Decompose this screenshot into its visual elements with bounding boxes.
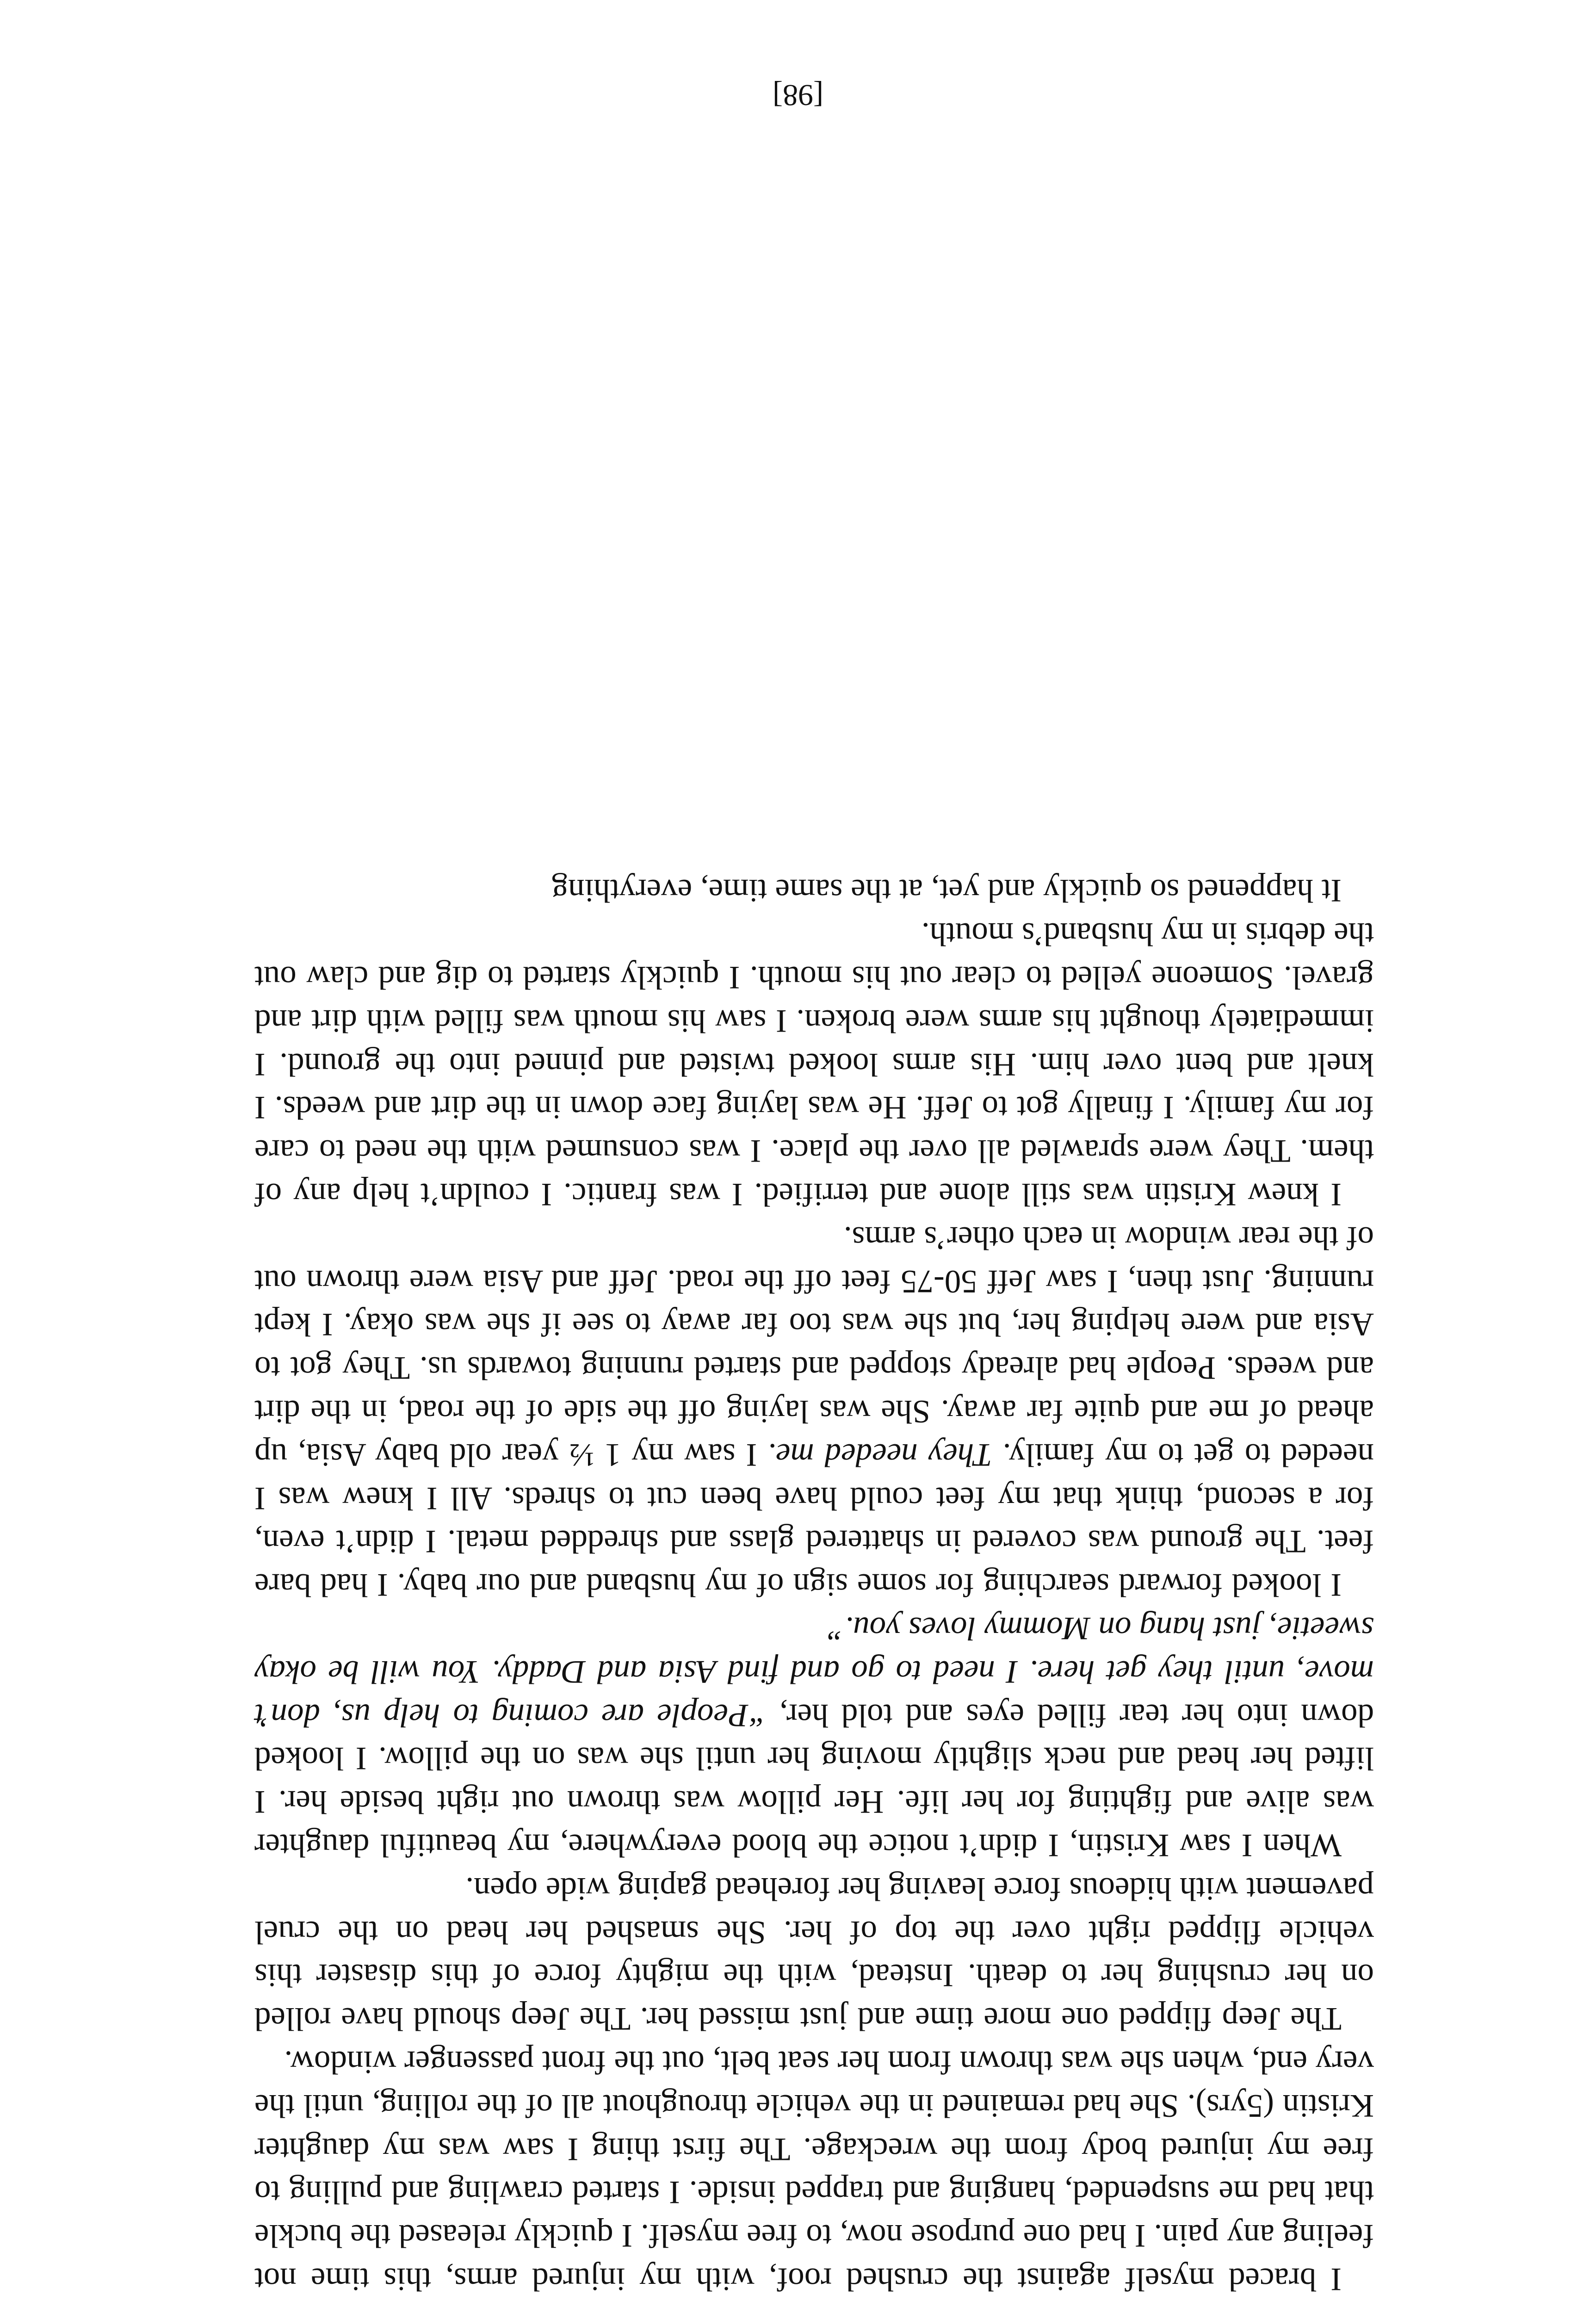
text-run: It happened so quickly and yet, at the same time, everything [551, 872, 1342, 909]
paragraph [254, 1606, 1374, 1867]
text-run: I braced myself against the crushed roof, with my injured arms, this time not feeling any pain. I had one purpose now, to free myself. I quickly released the buckle that had me suspended, hanging and trapped inside. I started crawling and pulling to free my injured body from the wreckage. The first thing I saw was my daughter Kristin (5yrs). She had remained in the vehicle throughout all of the rolling, until the very end, when she was thrown from her seat belt, out the front passenger window. [254, 2044, 1374, 2297]
text-run: I knew Kristin was still alone and terrified. I was frantic. I couldn’t help any of them. They were sprawled all over the place. I was consumed with the need to care for my family. I finally got to Jeff. He was laying face down in the dirt and weeds. I knelt and bent over him. His arms looked twisted and pinned into the ground. I immediately thought his arms were broken. I saw his mouth was filled with dirt and gravel. Someone yelled to clear out his mouth. I quickly started to dig and claw out the debris in my husband’s mouth. [254, 916, 1374, 1213]
paragraph [254, 1867, 1374, 2040]
text-run: When I saw Kristin, I didn’t notice the blood everywhere, my beautiful daughter was alive and fighting for her life. Her pillow was thrown out right beside her. I lifted her head and neck slightly moving her until she was on the pillow. I looked down into her tear filled eyes and told her, [254, 1697, 1374, 1864]
text-run: I looked forward searching for some sign of my husband and our baby. I had bare feet. The ground was covered in shattered glass and shredded metal. I didn’t even, for a second, think that my feet could have been cut to shreds. All I knew was I needed to get to my family. [254, 1436, 1374, 1603]
body-text [254, 869, 1374, 2301]
paragraph [254, 1216, 1374, 1606]
paragraph [254, 912, 1374, 1216]
text-run: The Jeep flipped one more time and just missed her. The Jeep should have rolled on her crushing her to death. Instead, with the mighty force of this disaster this vehicle flipped right over the top of her. She smashed her head on the cruel pavement with hideous force leaving her forehead gaping wide open. [254, 1870, 1374, 2037]
paragraph [254, 869, 1374, 912]
text-run: I saw my 1 ½ year old baby Asia, up ahead of me and quite far away. She was laying off the side of the road, in the dirt and weeds. People had already stopped and started running towards us. They got to Asia and were helping her, but she was too far away to see if she was okay. I kept running. Just then, I saw Jeff 50-75 feet off the road. Jeff and Asia were thrown out of the rear window in each other’s arms. [254, 1219, 1374, 1473]
page-number: [98] [773, 78, 823, 112]
italic-text-run: “People are coming to help us, don’t move, until they get here. I need to go and find Asia and Daddy. You will be okay sweetie, just hang on Mommy loves you.” [254, 1610, 1374, 1733]
italic-text-run: They needed me. [767, 1436, 992, 1473]
paragraph [254, 2040, 1374, 2301]
